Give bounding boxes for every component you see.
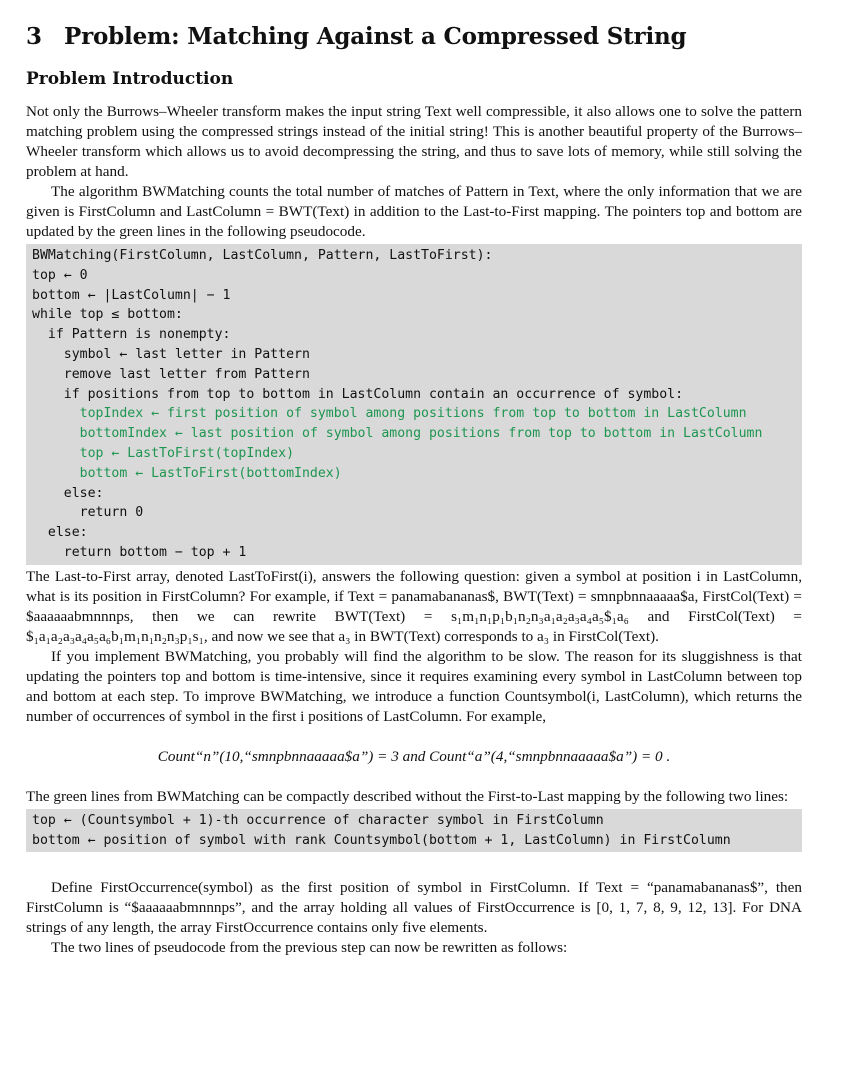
count-formula: Count“n”(10,“smnpbnnaaaaa$a”) = 3 and Count“a”(4,“smnpbnnaaaaa$a”) = 0 . [157, 747, 671, 765]
code-line: while top ≤ bottom: [32, 307, 183, 323]
code-line-green: top ← LastToFirst(topIndex) [32, 445, 295, 461]
paragraph-count: If you implement BWMatching, you probably will find the algorithm to be slow. The reason for its sluggishness is that updating the pointers top and bottom is time-intensive, since it requires examining every symbol in LastColumn between top and bottom at each step. To improve BWMatching, we introduce a function Countsymbol(i, LastColumn), which returns the number of occurrences of symbol in the first i positions of LastColumn. For example, [26, 647, 802, 725]
code-line: else: [32, 485, 104, 501]
code-line: top ← 0 [32, 267, 88, 283]
code-line: if positions from top to bottom in LastColumn contain an occurrence of symbol: [32, 386, 684, 402]
code-line-green: bottom ← LastToFirst(bottomIndex) [32, 465, 342, 481]
code-line: return 0 [32, 505, 144, 521]
paragraph-algorithm: The algorithm BWMatching counts the total number of matches of Pattern in Text, where the only information that we are given is FirstColumn and LastColumn = BWT(Text) in addition to the Last-to-First mapping. The pointers top and bottom are updated by the green lines in the following pseudocode. [26, 183, 802, 240]
code-line: if Pattern is nonempty: [32, 327, 231, 343]
paragraph-rewrite: The two lines of pseudocode from the previous step can now be rewritten as follows: [51, 939, 568, 957]
paragraph-last-to-first: The Last-to-First array, denoted LastToFirst(i), answers the following question: given a symbol at position i in LastColumn, what is its position in FirstColumn? For example, if Text = panamabananas$, BWT(Text) = smnpbnnaaaaa$a, FirstCol(Text) = $aaaaaabmnnnps, then we can rewrite BWT(Text) = s₁m₁n₁p₁b₁n₂n₃a₁a₂a₃a₄a₅$₁a₆ and FirstCol(Text) = $₁a₁a₂a₃a₄a₅a₆b₁m₁n₁n₂n₃p₁s₁, and now we see that a₃ in BWT(Text) corresponds to a₃ in FirstCol(Text). [26, 567, 802, 645]
section-number: 3 [26, 23, 42, 50]
spacer [26, 854, 802, 878]
subheading: Problem Introduction [26, 69, 234, 89]
pseudocode-block-2 [26, 809, 802, 853]
code-line: remove last letter from Pattern [32, 366, 310, 382]
code-line: return bottom − top + 1 [32, 544, 247, 560]
code-line-green: topIndex ← first position of symbol among positions from top to bottom in LastColumn [32, 406, 747, 422]
document-page [26, 20, 802, 958]
paragraph-green-lines: The green lines from BWMatching can be compactly described without the First-to-Last mapping by the following two lines: [26, 787, 789, 805]
paragraph-first-occurrence: Define FirstOccurrence(symbol) as the first position of symbol in FirstColumn. If Text = “panamabananas$”, then FirstColumn is “$aaaaaabmnnnps”, and the array holding all values of FirstOccurrence is [0, 1, 7, 8, 9, 12, 13]. For DNA strings of any length, the array FirstOccurrence contains only five elements. [26, 879, 802, 937]
code-line: else: [32, 525, 88, 541]
code-line: BWMatching(FirstColumn, LastColumn, Pattern, LastToFirst): [32, 248, 493, 263]
code-line: symbol ← last letter in Pattern [32, 346, 310, 362]
code-line: bottom ← |LastColumn| − 1 [32, 287, 231, 303]
code-line-green: bottomIndex ← last position of symbol among positions from top to bottom in LastColumn [32, 426, 763, 442]
section-title [26, 20, 802, 54]
code-line: bottom ← position of symbol with rank Countsymbol(bottom + 1, LastColumn) in FirstColumn [32, 832, 731, 848]
section-title-text: Problem: Matching Against a Compressed String [64, 23, 687, 50]
code-line: top ← (Countsymbol + 1)-th occurrence of character symbol in FirstColumn [32, 812, 604, 828]
paragraph-intro: Not only the Burrows–Wheeler transform makes the input string Text well compressible, it also allows one to solve the pattern matching problem using the compressed strings instead of the initial string! This is another beautiful property of the Burrows–Wheeler transform which allows us to avoid decompressing the string, and thus to save lots of memory, while still solving the problem at hand. [26, 103, 802, 180]
pseudocode-block [26, 244, 802, 565]
